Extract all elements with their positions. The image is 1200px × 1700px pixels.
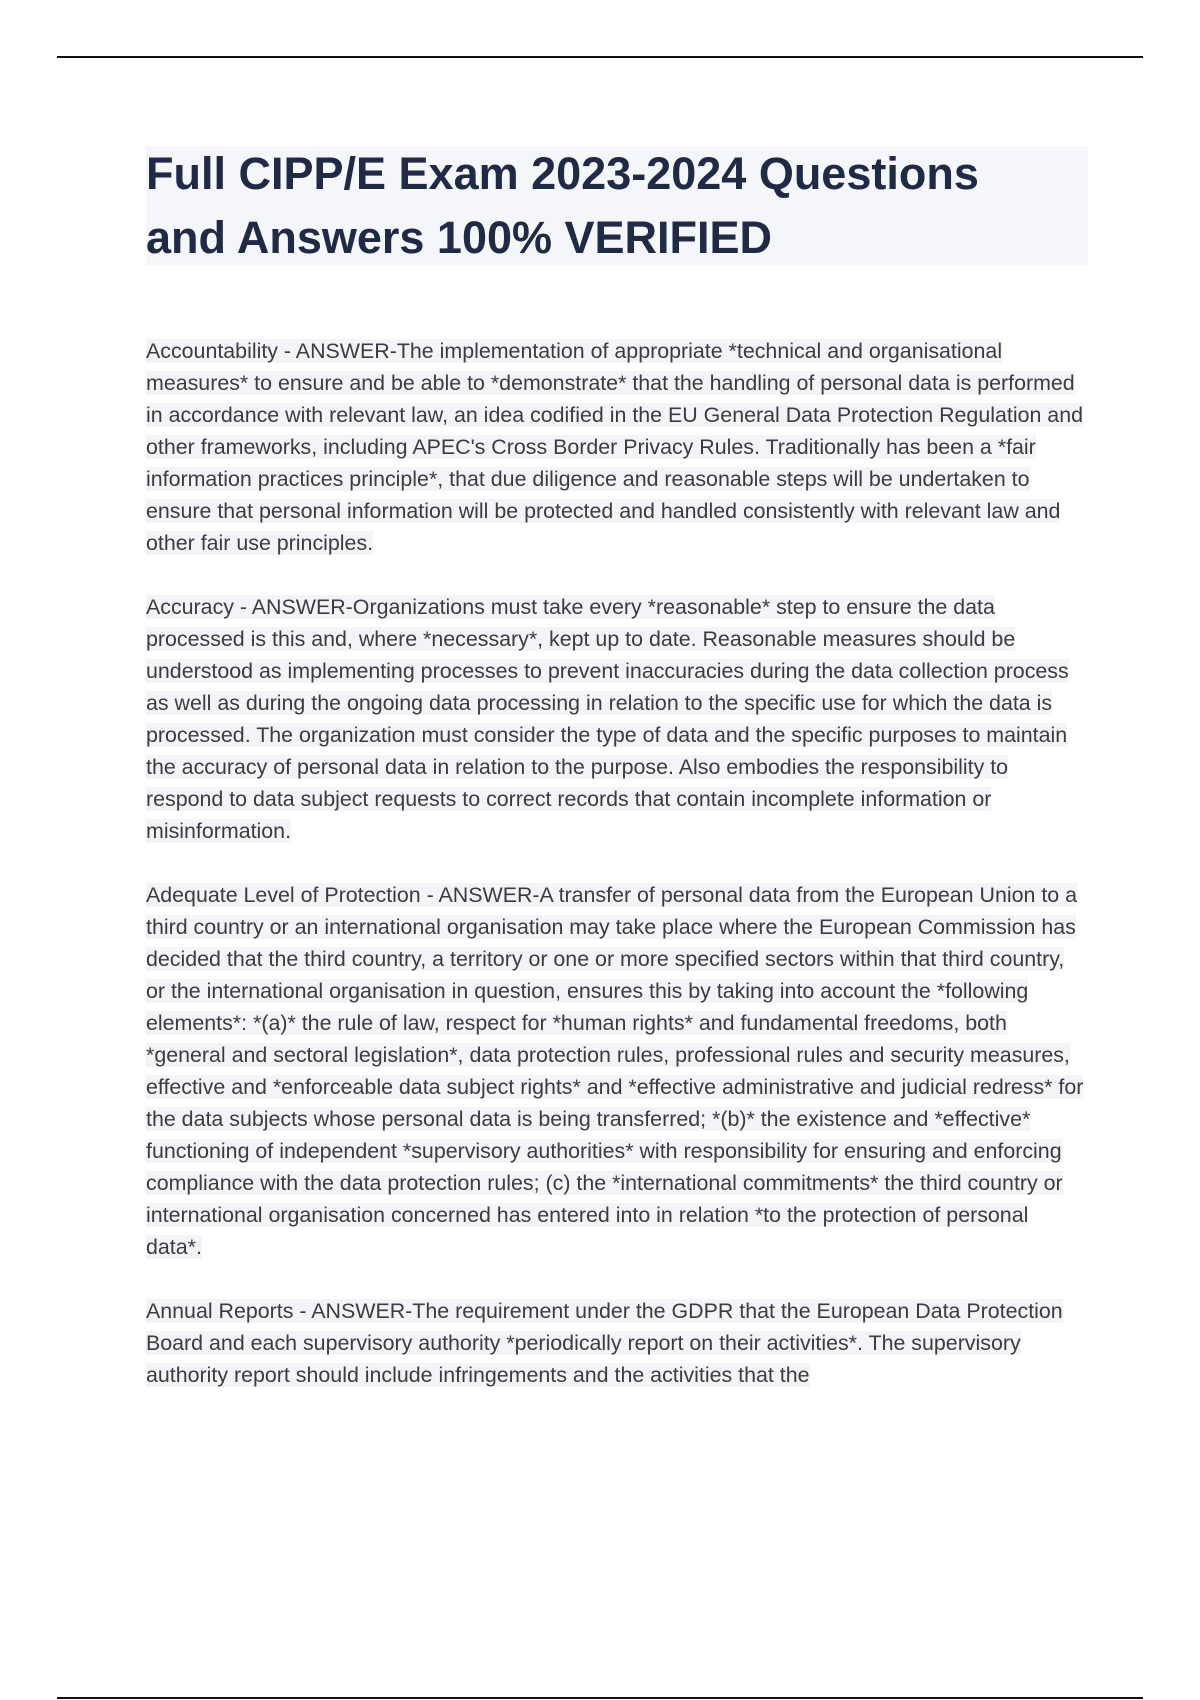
bottom-rule bbox=[57, 1697, 1143, 1699]
qa-entry-accountability bbox=[146, 335, 1088, 559]
qa-entry-text: Accountability - ANSWER-The implementation of appropriate *technical and organisational measures* to ensure and be able to *demonstrate* that the handling of personal data is performed in accordance with relevant law, an idea codified in the EU General Data Protection Regulation and other frameworks, including APEC's Cross Border Privacy Rules. Traditionally has been a *fair information practices principle*, that due diligence and reasonable steps will be undertaken to ensure that personal information will be protected and handled consistently with relevant law and other fair use principles. bbox=[146, 339, 1083, 555]
qa-entry-text: Accuracy - ANSWER-Organizations must take every *reasonable* step to ensure the data processed is this and, where *necessary*, kept up to date. Reasonable measures should be understood as implementing processes to prevent inaccuracies during the data collection process as well as during the ongoing data processing in relation to the specific use for which the data is processed. The organization must consider the type of data and the specific purposes to maintain the accuracy of personal data in relation to the purpose. Also embodies the responsibility to respond to data subject requests to correct records that contain incomplete information or misinformation. bbox=[146, 595, 1069, 843]
qa-list bbox=[146, 335, 1088, 1423]
top-rule bbox=[57, 56, 1143, 58]
qa-entry-accuracy bbox=[146, 591, 1088, 847]
qa-entry-adequate-level-of-protection bbox=[146, 879, 1088, 1263]
qa-entry-annual-reports bbox=[146, 1295, 1088, 1391]
document-title: Full CIPP/E Exam 2023-2024 Questions and Answers 100% VERIFIED bbox=[146, 148, 979, 263]
qa-entry-text: Annual Reports - ANSWER-The requirement under the GDPR that the European Data Protection Board and each supervisory authority *periodically report on their activities*. The supervisory authority report should include infringements and the activities that the bbox=[146, 1299, 1063, 1387]
qa-entry-text: Adequate Level of Protection - ANSWER-A transfer of personal data from the European Union to a third country or an international organisation may take place where the European Commission has decided that the third country, a territory or one or more specified sectors within that third country, or the international organisation in question, ensures this by taking into account the *following elements*: *(a)* the rule of law, respect for *human rights* and fundamental freedoms, both *general and sectoral legislation*, data protection rules, professional rules and security measures, effective and *enforceable data subject rights* and *effective administrative and judicial redress* for the data subjects whose personal data is being transferred; *(b)* the existence and *effective* functioning of independent *supervisory authorities* with responsibility for ensuring and enforcing compliance with the data protection rules; (c) the *international commitments* the third country or international organisation concerned has entered into in relation *to the protection of personal data*. bbox=[146, 883, 1084, 1259]
